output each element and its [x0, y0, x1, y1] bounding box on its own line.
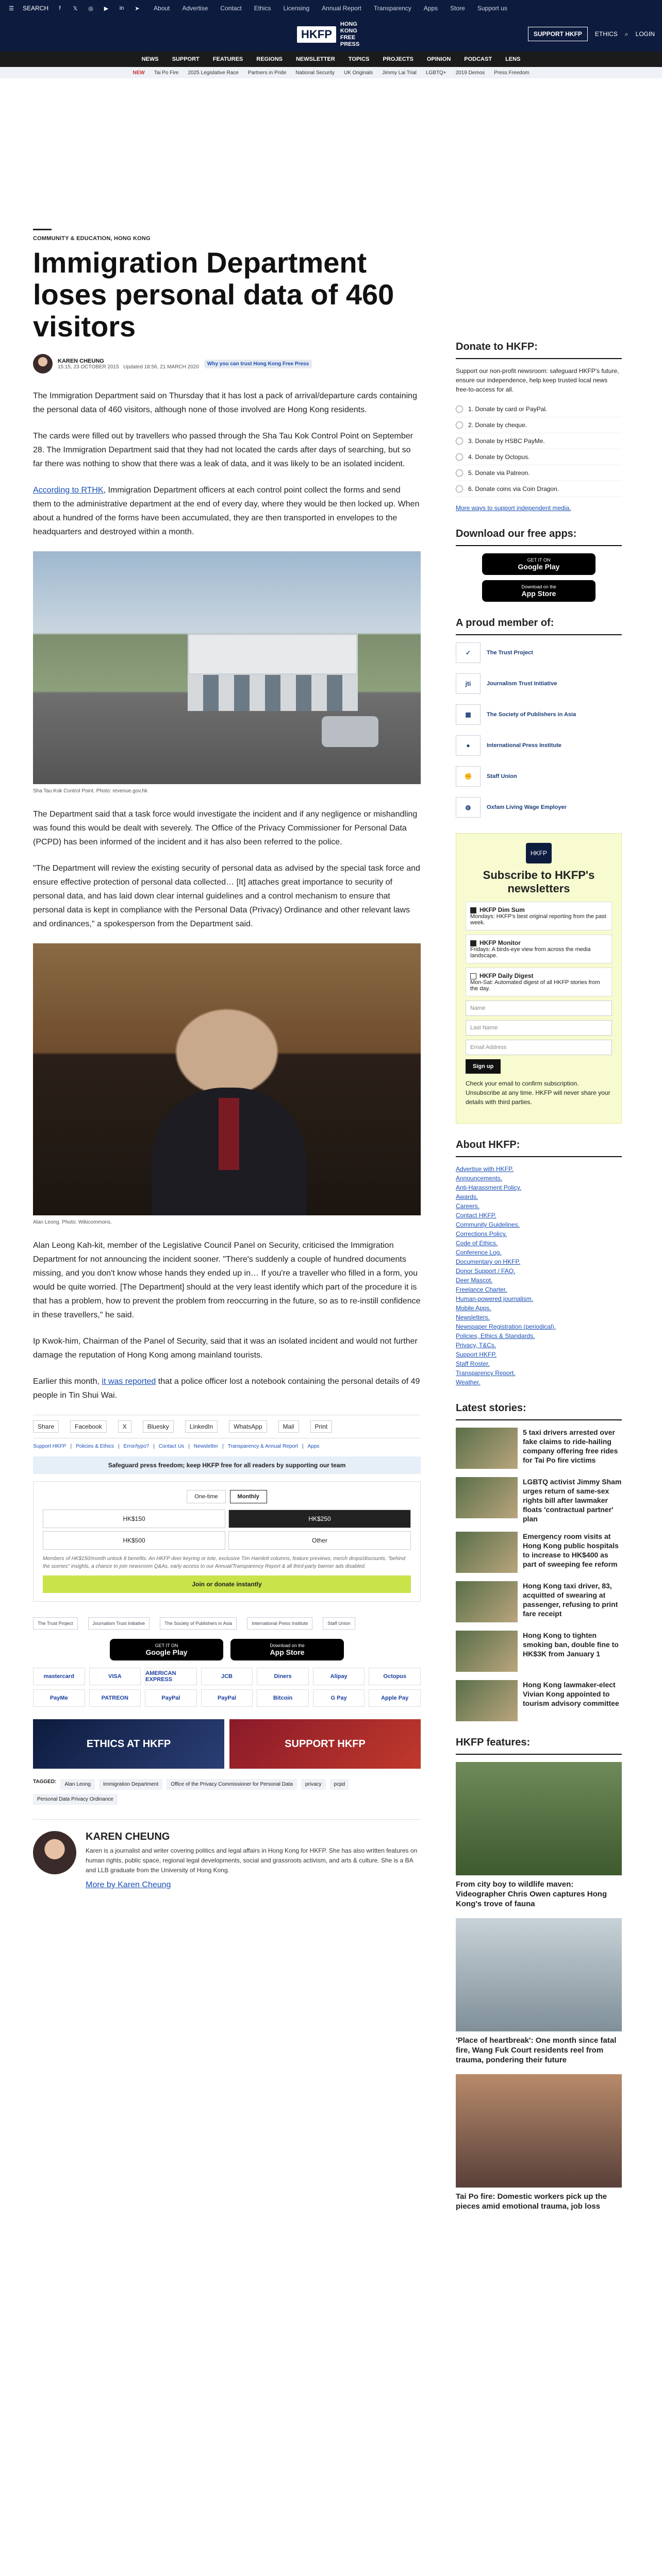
photo-caption: Sha Tau Kok Control Point. Photo: revenue.gov.hk: [33, 788, 147, 794]
newsletter-heading: Subscribe to HKFP's newsletters: [483, 869, 595, 895]
safeguard-banner[interactable]: Safeguard press freedom; keep HKFP free for all readers by supporting our team: [33, 1456, 421, 1474]
tag-list: [33, 1779, 421, 1805]
newsletter-note: Check your email to confirm subscription. Unsubscribe at any time. HKFP will never share your details with third parties.: [466, 1080, 610, 1106]
nav-lens[interactable]: LENS: [505, 56, 521, 62]
author-box: [33, 1819, 421, 1890]
payment-logo: PayPal: [201, 1689, 253, 1707]
nav-podcast[interactable]: PODCAST: [464, 56, 492, 62]
amount-option[interactable]: HK$150: [43, 1510, 225, 1528]
link-apps[interactable]: Apps: [307, 1444, 320, 1449]
tag[interactable]: pcpd: [330, 1779, 350, 1790]
sopa-icon: ▦: [456, 704, 481, 725]
payment-logo: Diners: [257, 1668, 309, 1685]
link-policies[interactable]: Policies & Ethics: [76, 1444, 114, 1449]
google-play-button[interactable]: GET IT ON Google Play: [482, 553, 595, 575]
link-typo[interactable]: Error/typo?: [123, 1444, 150, 1449]
email-field[interactable]: Email Address: [466, 1040, 612, 1055]
latest-story[interactable]: Hong Kong lawmaker-elect Vivian Kong appointed to tourism advisory committee: [456, 1680, 622, 1721]
latest-heading: Latest stories:: [456, 1402, 622, 1420]
alan-leong-photo: [33, 943, 421, 1215]
member-logo[interactable]: ● International Press Institute: [456, 735, 622, 756]
nav-projects[interactable]: PROJECTS: [383, 56, 413, 62]
trust-link[interactable]: Why you can trust Hong Kong Free Press: [204, 360, 312, 368]
jti-icon: jti: [456, 673, 481, 694]
main-nav: [0, 52, 662, 67]
trust-project-icon: ✓: [456, 642, 481, 663]
instagram-icon[interactable]: ◎: [88, 5, 93, 12]
donate-option[interactable]: 6. Donate coins via Coin Dragon.: [456, 481, 622, 497]
member-heading: A proud member of:: [456, 617, 622, 635]
ipi-icon: ●: [456, 735, 481, 756]
facebook-icon[interactable]: f: [59, 5, 61, 11]
partner-logo[interactable]: The Society of Publishers in Asia: [160, 1617, 237, 1630]
about-link[interactable]: Mobile Apps.: [456, 1304, 491, 1312]
about-heading: About HKFP:: [456, 1139, 622, 1157]
payme-icon: [456, 437, 463, 445]
car-shape: [322, 716, 378, 747]
nav-opinion[interactable]: OPINION: [426, 56, 451, 62]
top-link-transparency[interactable]: Transparency: [373, 5, 411, 12]
login-link[interactable]: LOGIN: [635, 30, 655, 38]
link-newsletter[interactable]: Newsletter: [193, 1444, 219, 1449]
signup-button[interactable]: Sign up: [466, 1059, 501, 1074]
app-store-button[interactable]: Download on the App Store: [230, 1639, 344, 1660]
payment-logo: mastercard: [33, 1668, 85, 1685]
trending-item[interactable]: LGBTQ+: [425, 70, 446, 76]
tag[interactable]: Office of the Privacy Commissioner for Personal Data: [167, 1779, 297, 1790]
nav-news[interactable]: NEWS: [141, 56, 159, 62]
article-paragraph: Ip Kwok-him, Chairman of the Panel of Security, said that it was an isolated incident and would not further damage the reputation of Hong Kong among mainland tourists.: [33, 1337, 418, 1360]
about-link[interactable]: Conference Log.: [456, 1249, 502, 1256]
feature-title[interactable]: From city boy to wildlife maven: Videographer Chris Owen captures Hong Kong's trove of fauna: [456, 1880, 607, 1908]
share-label: Share: [33, 1420, 59, 1433]
about-link[interactable]: Anti-Harassment Policy.: [456, 1184, 522, 1191]
story-thumbnail: [456, 1428, 518, 1469]
promo-banners: [33, 1719, 421, 1769]
logo-text: HONG KONG FREE PRESS: [340, 21, 360, 47]
app-store-buttons: [33, 1639, 421, 1660]
trending-item[interactable]: 2025 Legislative Race: [188, 70, 239, 76]
patreon-icon: [456, 469, 463, 477]
payment-logo: Bitcoin: [257, 1689, 309, 1707]
app-store-button[interactable]: Download on the App Store: [482, 580, 595, 602]
nav-features[interactable]: FEATURES: [212, 56, 243, 62]
donate-option[interactable]: 4. Donate by Octopus.: [456, 449, 622, 465]
gate-lanes: [188, 675, 358, 711]
share-whatsapp-button[interactable]: WhatsApp: [229, 1420, 267, 1433]
control-point-photo: [33, 551, 421, 784]
union-icon: ✊: [456, 766, 481, 787]
about-link[interactable]: Announcements.: [456, 1175, 503, 1182]
link-transparency[interactable]: Transparency & Annual Report: [227, 1444, 299, 1449]
article-paragraph: Alan Leong Kah-kit, member of the Legislative Council Panel on Security, criticised the Immigration Department for not announcing the incident sooner. "There's suddenly a couple of hundred documents missing, and you don't know whose hands they ended up in… If you're a traveller who filled in a form, you would be quite worried. [The Department] should at the very least identify which part of the procedure it is that has a problem, how to prevent the problem from reoccurring in the future, so as to re-instill confidence in these travellers," he said.: [33, 1241, 421, 1319]
top-link-store[interactable]: Store: [450, 5, 465, 12]
share-facebook-button[interactable]: Facebook: [70, 1420, 107, 1433]
google-play-button[interactable]: GET IT ON Google Play: [110, 1639, 223, 1660]
author-name[interactable]: KAREN CHEUNG: [58, 358, 104, 364]
x-icon[interactable]: 𝕏: [73, 5, 78, 12]
brand-header: [0, 16, 662, 52]
author-photo: [33, 1831, 76, 1874]
cheque-icon: [456, 421, 463, 429]
about-link[interactable]: Careers.: [456, 1202, 480, 1210]
amount-option-other[interactable]: Other: [228, 1531, 411, 1550]
story-thumbnail: [456, 1532, 518, 1573]
top-link-advertise[interactable]: Advertise: [182, 5, 208, 12]
amount-option[interactable]: HK$500: [43, 1531, 225, 1550]
about-link[interactable]: Advertise with HKFP.: [456, 1165, 514, 1173]
member-benefits: Members of HK$150/month unlock 8 benefits: An HKFP deer keyring or tote, exclusive Tim Hamlett columns, feature previews, merch drops/discounts, "behind the scenes" insights, a chance to join newsroom Q&As, early access to our Annual/Transparency Report & all third-party banner ads disabled.: [43, 1556, 406, 1569]
about-link[interactable]: Human-powered journalism.: [456, 1295, 534, 1302]
top-link-apps[interactable]: Apps: [423, 5, 438, 12]
about-link[interactable]: Support HKFP.: [456, 1351, 497, 1358]
menu-icon[interactable]: ☰: [9, 5, 14, 12]
about-link[interactable]: Code of Ethics.: [456, 1240, 498, 1247]
share-bar: [33, 1415, 421, 1438]
top-link-support[interactable]: Support us: [477, 5, 507, 12]
article-paragraph: Earlier this month, it was reported that a police officer lost a notebook containing the personal details of 49 people in Tin Shui Wai.: [33, 1377, 420, 1400]
newsletter-option[interactable]: HKFP Monitor Fridays: A birds-eye view from across the media landscape.: [466, 935, 612, 963]
publish-date: 15:15, 23 OCTOBER 2015: [58, 364, 119, 370]
partner-logo[interactable]: Staff Union: [323, 1617, 355, 1630]
tag[interactable]: Alan Leong: [60, 1779, 95, 1790]
latest-story[interactable]: Hong Kong to tighten smoking ban, double fine to HK$3K from January 1: [456, 1631, 622, 1672]
trending-label: NEW: [133, 70, 145, 76]
more-ways-link[interactable]: More ways to support independent media.: [456, 504, 571, 512]
payment-logo: VISA: [89, 1668, 141, 1685]
about-link[interactable]: Transparency Report.: [456, 1369, 516, 1377]
trending-item[interactable]: Partners in Pride: [247, 70, 287, 76]
about-link[interactable]: Documentary on HKFP.: [456, 1258, 521, 1265]
nav-support[interactable]: SUPPORT: [172, 56, 200, 62]
about-link[interactable]: Community Guidelines.: [456, 1221, 520, 1228]
photo-caption: Alan Leong. Photo: Wikicommons.: [33, 1219, 112, 1225]
features-list: [456, 1762, 622, 2211]
latest-story[interactable]: Hong Kong taxi driver, 83, acquitted of swearing at passenger, refusing to print fare receipt: [456, 1581, 622, 1622]
article-paragraph: The Immigration Department said on Thursday that it has lost a pack of arrival/departure cards containing the personal data of 460 visitors, although none of those involved are Hong Kong residents.: [33, 392, 417, 414]
nav-newsletter[interactable]: NEWSLETTER: [295, 56, 335, 62]
about-link[interactable]: Staff Roster.: [456, 1360, 490, 1367]
link-support[interactable]: Support HKFP: [33, 1444, 67, 1449]
tag[interactable]: Personal Data Privacy Ordinance: [33, 1794, 118, 1805]
byline: [33, 354, 421, 374]
payment-logo: Alipay: [313, 1668, 365, 1685]
newsletter-option[interactable]: HKFP Daily Digest Mon-Sat: Automated digest of all HKFP stories from the day.: [466, 968, 612, 996]
share-linkedin-button[interactable]: LinkedIn: [185, 1420, 218, 1433]
ethics-link[interactable]: ETHICS: [594, 30, 618, 38]
donate-heading: Donate to HKFP:: [456, 341, 622, 359]
member-logo[interactable]: ▦ The Society of Publishers in Asia: [456, 704, 622, 725]
youtube-icon[interactable]: ▶: [104, 5, 109, 12]
latest-story[interactable]: LGBTQ activist Jimmy Sham urges return of same-sex rights bill after lawmaker floats 'contractual partner' plan: [456, 1477, 622, 1523]
member-logo[interactable]: ✊ Staff Union: [456, 766, 622, 787]
footer-links: Support HKFP | Policies & Ethics | Error/typo? | Contact Us | Newsletter | Transparency & Annual Report | Apps: [33, 1444, 320, 1449]
story-thumbnail: [456, 1477, 518, 1518]
tab-one-time[interactable]: One-time: [187, 1490, 225, 1503]
payment-logo: Apple Pay: [369, 1689, 421, 1707]
reported-link[interactable]: it was reported: [102, 1377, 156, 1386]
feature-image[interactable]: [456, 1762, 622, 1875]
donate-lead[interactable]: Support our non-profit newsroom: safeguard HKFP's future, ensure our independence, help keep trusted local news free-to-access for all.: [456, 367, 619, 393]
top-link-licensing[interactable]: Licensing: [283, 5, 310, 12]
trending-bar: [0, 67, 662, 78]
about-link[interactable]: Policies, Ethics & Standards.: [456, 1332, 535, 1340]
about-link[interactable]: Donor Support / FAQ.: [456, 1267, 516, 1275]
share-x-button[interactable]: X: [118, 1420, 131, 1433]
latest-story[interactable]: Emergency room visits at Hong Kong public hospitals to increase to HK$400 as part of sweeping fee reform: [456, 1532, 622, 1573]
trending-item[interactable]: UK Originals: [343, 70, 373, 76]
story-thumbnail: [456, 1581, 518, 1622]
donate-option[interactable]: 1. Donate by card or PayPal.: [456, 401, 622, 417]
about-link[interactable]: Contact HKFP.: [456, 1212, 496, 1219]
about-link[interactable]: Freelance Charter.: [456, 1286, 507, 1293]
partner-logos: [33, 1617, 421, 1630]
about-list: [456, 1164, 622, 1387]
partner-logo[interactable]: International Press Institute: [247, 1617, 312, 1630]
trending-item[interactable]: National Security: [295, 70, 335, 76]
article-title: Immigration Department loses personal data of 460 visitors: [33, 246, 394, 343]
tie-shape: [219, 1098, 239, 1170]
feature-image[interactable]: [456, 1918, 622, 2031]
newsletter-signup: [456, 833, 622, 1124]
tags-label: TAGGED:: [33, 1779, 57, 1785]
payment-logo: Octopus: [369, 1668, 421, 1685]
oxfam-icon: ◍: [456, 797, 481, 818]
about-link[interactable]: Deer Mascot.: [456, 1277, 493, 1284]
tag[interactable]: Immigration Department: [99, 1779, 162, 1790]
article-column: [33, 229, 421, 1890]
author-box-name[interactable]: KAREN CHEUNG: [86, 1831, 170, 1842]
coin-icon: [456, 485, 463, 493]
amount-option-selected[interactable]: HK$250: [228, 1510, 411, 1528]
article-paragraph: According to RTHK, Immigration Department officers at each control point collect the forms and send them to the administrative department at the end of every day, where they would be then locked up. When about a hundred of the forms have been accumulated, they are then transported in envelopes to the headquarters and destroyed within a month.: [33, 486, 420, 536]
partner-logo[interactable]: Journalism Trust Initiative: [88, 1617, 150, 1630]
top-link-ethics[interactable]: Ethics: [254, 5, 271, 12]
donate-option[interactable]: 5. Donate via Patreon.: [456, 465, 622, 481]
latest-story[interactable]: 5 taxi drivers arrested over fake claims to ride-hailing company offering free rides for Tai Po fire victims: [456, 1428, 622, 1469]
about-link[interactable]: Corrections Policy.: [456, 1230, 507, 1238]
last-name-field[interactable]: Last Name: [466, 1020, 612, 1036]
article-paragraph: The cards were filled out by travellers who passed through the Sha Tau Kok Control Point on September 28. The Immigration Department said that they had not located the cards after days of searching, but so far there was nothing to show that there was a leak of data, and it was likely to be an isolated incident.: [33, 432, 413, 468]
story-thumbnail: [456, 1631, 518, 1672]
payment-methods: [33, 1668, 421, 1707]
nav-topics[interactable]: TOPICS: [348, 56, 370, 62]
author-bio: Karen is a journalist and writer covering politics and legal affairs in Hong Kong for HKFP. She has also written features on human rights, public space, regional legal developments, social and grassroots activism, and arts & culture. She is a BA and LLB graduate from the University of Hong Kong.: [86, 1847, 418, 1874]
apps-heading: Download our free apps:: [456, 528, 622, 546]
story-thumbnail: [456, 1680, 518, 1721]
support-hkfp-button[interactable]: SUPPORT HKFP: [528, 27, 588, 41]
feature-image[interactable]: [456, 2074, 622, 2188]
telegram-icon[interactable]: ➤: [135, 5, 140, 12]
member-logo[interactable]: ◍ Oxfam Living Wage Employer: [456, 797, 622, 818]
payment-logo: G Pay: [313, 1689, 365, 1707]
trending-item[interactable]: 2019 Demos: [455, 70, 485, 76]
features-heading: HKFP features:: [456, 1737, 622, 1755]
top-link-contact[interactable]: Contact: [220, 5, 242, 12]
donate-widget: [33, 1481, 421, 1602]
checkbox[interactable]: [470, 973, 476, 979]
article-paragraph: The Department said that a task force would investigate the incident and if any negligence or mishandling was found this would be dealt with severely. The Office of the Privacy Commissioner for Personal Data (PCPD) has been informed of the incident and it has also been referred to the police.: [33, 810, 418, 846]
newsletter-option[interactable]: HKFP Dim Sum Mondays: HKFP's best original reporting from the past week.: [466, 902, 612, 930]
member-logo[interactable]: ✓ The Trust Project: [456, 642, 622, 663]
donate-option[interactable]: 3. Donate by HSBC PayMe.: [456, 433, 622, 449]
search-icon[interactable]: ⌕: [624, 30, 628, 38]
sidebar: [456, 341, 622, 2221]
share-bluesky-button[interactable]: Bluesky: [143, 1420, 174, 1433]
payment-logo: PayPal: [145, 1689, 197, 1707]
member-logo[interactable]: jti Journalism Trust Initiative: [456, 673, 622, 694]
octopus-icon: [456, 453, 463, 461]
print-button[interactable]: Print: [310, 1420, 333, 1433]
payment-logo: JCB: [201, 1668, 253, 1685]
tab-monthly[interactable]: Monthly: [230, 1490, 267, 1503]
payment-logo: AMERICAN EXPRESS: [145, 1668, 197, 1685]
payment-logo: PayMe: [33, 1689, 85, 1707]
join-donate-button[interactable]: Join or donate instantly: [43, 1575, 411, 1593]
support-banner[interactable]: SUPPORT HKFP: [229, 1719, 421, 1769]
about-link[interactable]: Newsletters.: [456, 1314, 490, 1321]
ethics-banner[interactable]: ETHICS AT HKFP: [33, 1719, 224, 1769]
hkfp-badge: HKFP: [526, 843, 552, 863]
top-utility-bar: [0, 0, 662, 16]
top-link-about[interactable]: About: [154, 5, 170, 12]
payment-logo: PATREON: [89, 1689, 141, 1707]
feature-title[interactable]: 'Place of heartbreak': One month since fatal fire, Wang Fuk Court residents reel from trauma, pondering their future: [456, 2036, 617, 2064]
credit-card-icon: [456, 405, 463, 413]
author-avatar: [33, 354, 53, 374]
about-link[interactable]: Newspaper Registration (periodical).: [456, 1323, 556, 1330]
about-link[interactable]: Awards.: [456, 1193, 478, 1200]
donate-option[interactable]: 2. Donate by cheque.: [456, 417, 622, 433]
feature-title[interactable]: Tai Po fire: Domestic workers pick up the pieces amid emotional trauma, job loss: [456, 2192, 607, 2211]
nav-regions[interactable]: REGIONS: [256, 56, 283, 62]
partner-logo[interactable]: The Trust Project: [33, 1617, 78, 1630]
site-logo[interactable]: [297, 19, 365, 50]
updated-date: Updated 18:56, 21 MARCH 2020: [123, 364, 199, 370]
checkbox-checked[interactable]: [470, 907, 476, 913]
top-link-annual-report[interactable]: Annual Report: [322, 5, 361, 12]
trending-item[interactable]: Press Freedom: [494, 70, 529, 76]
checkbox-checked[interactable]: [470, 940, 476, 946]
about-link[interactable]: Privacy, T&Cs.: [456, 1342, 496, 1349]
article-category[interactable]: COMMUNITY & EDUCATION, HONG KONG: [33, 229, 421, 242]
rthk-link[interactable]: According to RTHK: [33, 486, 104, 495]
link-contact[interactable]: Contact Us: [158, 1444, 185, 1449]
first-name-field[interactable]: Name: [466, 1001, 612, 1016]
share-mail-button[interactable]: Mail: [278, 1420, 299, 1433]
trending-item[interactable]: Tai Po Fire: [154, 70, 179, 76]
article-paragraph: "The Department will review the existing security of personal data as advised by the special task force and ensure effective protection of personal data collected… [It] attaches great importance to security of personal data, and has laid down clear internal guidelines and a control mechanism to ensure that personal data is kept in compliance with the Personal Data (Privacy) Ordinance and other relevant laws and ordinances," a spokesperson from the Department said.: [33, 864, 420, 928]
gate-structure: [188, 634, 358, 675]
more-by-author-link[interactable]: More by Karen Cheung: [86, 1880, 171, 1889]
search-link[interactable]: SEARCH: [23, 5, 49, 12]
tag[interactable]: privacy: [301, 1779, 326, 1790]
linkedin-icon[interactable]: in: [119, 5, 124, 11]
trending-item[interactable]: Jimmy Lai Trial: [382, 70, 417, 76]
about-link[interactable]: Weather.: [456, 1379, 481, 1386]
logo-mark: HKFP: [297, 26, 336, 43]
